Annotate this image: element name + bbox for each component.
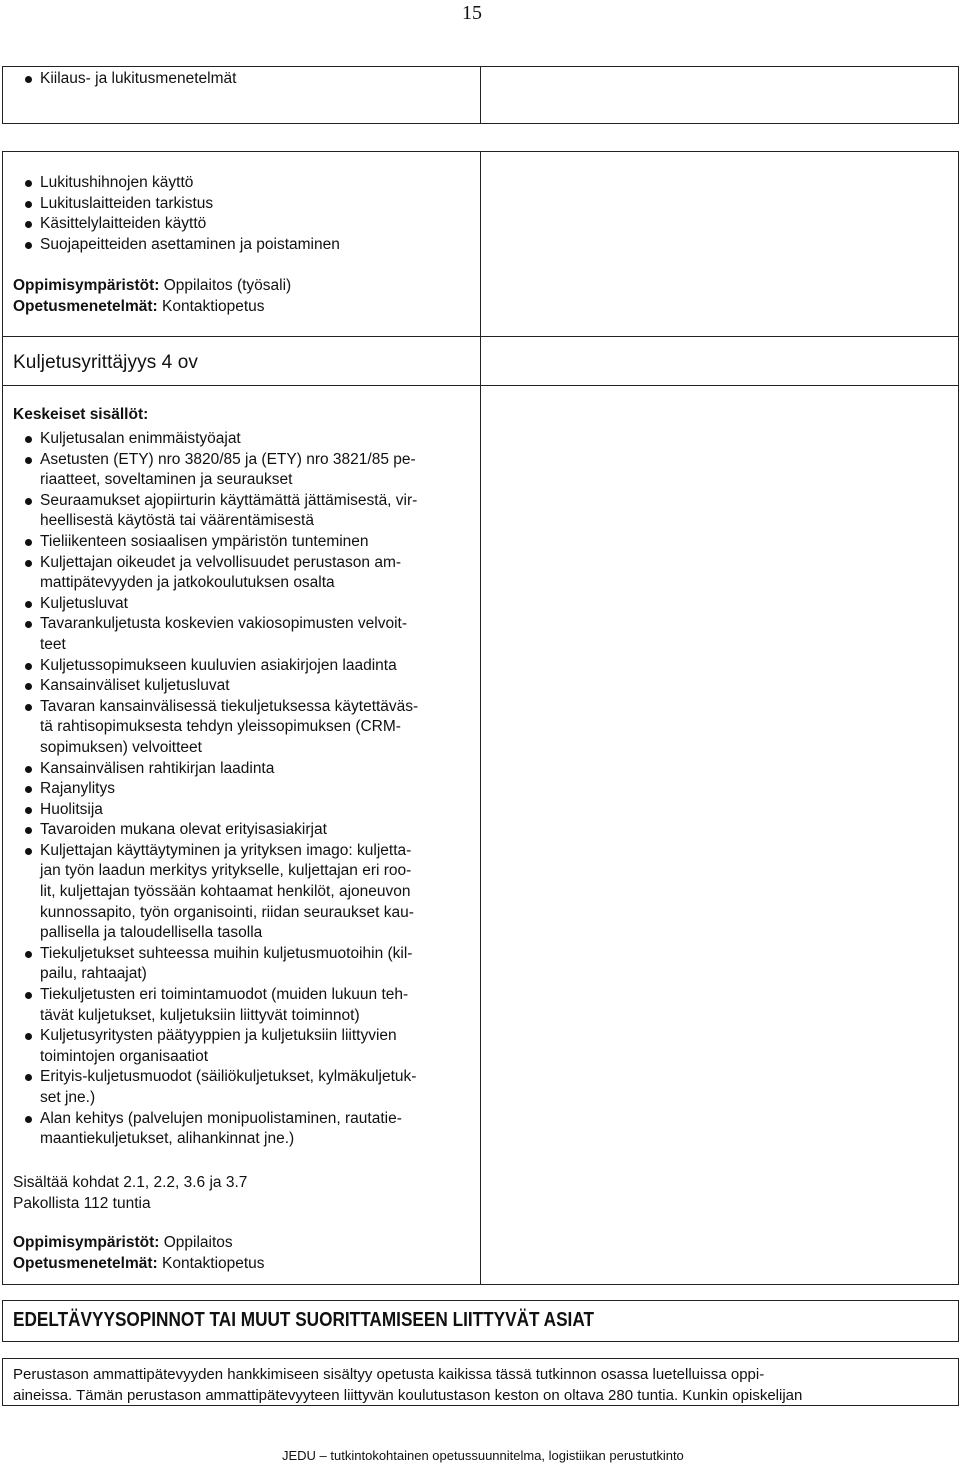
list-item-line: Tieliikenteen sosiaalisen ympäristön tunteminen (40, 532, 369, 550)
module-title: Kuljetusyrittäjyys 4 ov (13, 352, 198, 373)
list-item-line: sopimuksen) velvoitteet (40, 738, 202, 756)
list-item: Suojapeitteiden asettaminen ja poistaminen (12, 235, 472, 256)
list-item: Käsittelylaitteiden käyttö (12, 214, 472, 235)
list-item-line: Kuljetussopimukseen kuuluvien asiakirjojen laadinta (40, 656, 397, 674)
list-item-line: lit, kuljettajan työssään kohtaamat henkilöt, ajoneuvon (40, 883, 411, 901)
list-item (12, 800, 477, 821)
list-item-line: set jne.) (40, 1089, 96, 1106)
list-item (12, 594, 477, 615)
list-item-line: Seuraamukset ajopiirturin käyttämättä jättämisestä, vir- (40, 491, 418, 509)
list-item-line: mattipätevyyden ja jatkokoulutuksen osalta (40, 574, 335, 592)
key-contents-list (12, 429, 477, 1150)
list-item-line: riaatteet, soveltaminen ja seuraukset (40, 471, 293, 489)
key-contents-heading: Keskeiset sisällöt: (13, 406, 149, 423)
list-item-line: maantiekuljetukset, alihankinnat jne.) (40, 1130, 295, 1148)
page-footer: JEDU – tutkintokohtainen opetussuunnitelma, logistiikan perustutkinto (282, 1448, 684, 1463)
list-item-line: Tavarankuljetusta koskevien vakiosopimusten velvoit- (40, 615, 408, 633)
list-item (12, 1026, 477, 1067)
page-number: 15 (462, 2, 482, 24)
list-item (12, 841, 477, 944)
list-item-line: tävät kuljetukset, kuljetuksiin liittyvät toiminnot) (40, 1006, 360, 1024)
prerequisites-heading: EDELTÄVYYSOPINNOT TAI MUUT SUORITTAMISEEN LIITTYVÄT ASIAT (13, 1309, 594, 1331)
list-item-line: Tavaroiden mukana olevat erityisasiakirjat (40, 821, 327, 839)
prerequisites-text-line: aineissa. Tämän perustason ammattipätevyyteen liittyvän koulutustason keston on oltava 280 tuntia. Kunkin opiskelijan (13, 1387, 803, 1404)
section2-list (12, 173, 472, 255)
list-item-line: heellisestä käytöstä tai väärentämisestä (40, 512, 314, 530)
learning-environment: Oppimisympäristöt: Oppilaitos (13, 1234, 233, 1251)
list-item: Kiilaus- ja lukitusmenetelmät (12, 69, 236, 90)
prerequisites-text-line: Perustason ammattipätevyyden hankkimiseen sisältyy opetusta kaikissa tässä tutkinnon osassa luetelluissa oppi- (13, 1366, 765, 1383)
included-sections: Sisältää kohdat 2.1, 2.2, 3.6 ja 3.7 (13, 1174, 248, 1191)
list-item (12, 1109, 477, 1150)
teaching-method: Opetusmenetelmät: Kontaktiopetus (13, 1255, 265, 1272)
list-item-line: Kuljetusyritysten päätyyppien ja kuljetuksiin liittyvien (40, 1027, 397, 1045)
list-item (12, 532, 477, 553)
list-item-line: tä rahtisopimuksesta tehdyn yleissopimuksen (CRM- (40, 718, 401, 736)
section1-list (12, 69, 236, 90)
list-item-line: Kuljetusluvat (40, 594, 128, 612)
list-item: Lukituslaitteiden tarkistus (12, 194, 472, 215)
list-item-line: Kuljetusalan enimmäistyöajat (40, 430, 241, 447)
list-item (12, 656, 477, 677)
list-item (12, 697, 477, 759)
list-item-line: Kansainvälisen rahtikirjan laadinta (40, 759, 275, 777)
list-item-line: Tiekuljetukset suhteessa muihin kuljetusmuotoihin (kil- (40, 944, 413, 962)
list-item-line: Rajanylitys (40, 780, 115, 798)
list-item-line: Huolitsija (40, 800, 103, 818)
list-item (12, 676, 477, 697)
list-item (12, 759, 477, 780)
list-item (12, 553, 477, 594)
list-item (12, 820, 477, 841)
list-item (12, 450, 477, 491)
list-item-line: pailu, rahtaajat) (40, 965, 147, 983)
list-item-line: Alan kehitys (palvelujen monipuolistaminen, rautatie- (40, 1109, 402, 1127)
list-item-line: kunnossapito, työn organisointi, riidan seuraukset kau- (40, 903, 414, 921)
list-item (12, 491, 477, 532)
list-item (12, 944, 477, 985)
list-item-line: Kuljettajan oikeudet ja velvollisuudet perustason am- (40, 553, 402, 571)
list-item-line: Kansainväliset kuljetusluvat (40, 677, 230, 695)
mandatory-hours: Pakollista 112 tuntia (13, 1195, 151, 1212)
list-item-line: Kuljettajan käyttäytyminen ja yrityksen imago: kuljetta- (40, 841, 412, 859)
list-item-line: toimintojen organisaatiot (40, 1047, 209, 1065)
list-item-line: Tavaran kansainvälisessä tiekuljetuksessa käytettäväs- (40, 697, 419, 715)
list-item-line: teet (40, 635, 66, 653)
list-item-line: pallisella ja taloudellisella tasolla (40, 924, 263, 942)
teaching-method: Opetusmenetelmät: Kontaktiopetus (13, 298, 265, 315)
list-item (12, 614, 477, 655)
list-item-line: Erityis-kuljetusmuodot (säiliökuljetukset, kylmäkuljetuk- (40, 1068, 417, 1086)
list-item (12, 429, 477, 450)
list-item-line: jan työn laadun merkitys yritykselle, kuljettajan eri roo- (40, 862, 412, 880)
list-item-line: Tiekuljetusten eri toimintamuodot (muiden lukuun teh- (40, 986, 409, 1004)
learning-environment: Oppimisympäristöt: Oppilaitos (työsali) (13, 277, 292, 294)
list-item (12, 985, 477, 1026)
list-item: Lukitushihnojen käyttö (12, 173, 472, 194)
list-item (12, 1067, 477, 1108)
list-item (12, 779, 477, 800)
list-item-line: Asetusten (ETY) nro 3820/85 ja (ETY) nro 3821/85 pe- (40, 450, 416, 468)
